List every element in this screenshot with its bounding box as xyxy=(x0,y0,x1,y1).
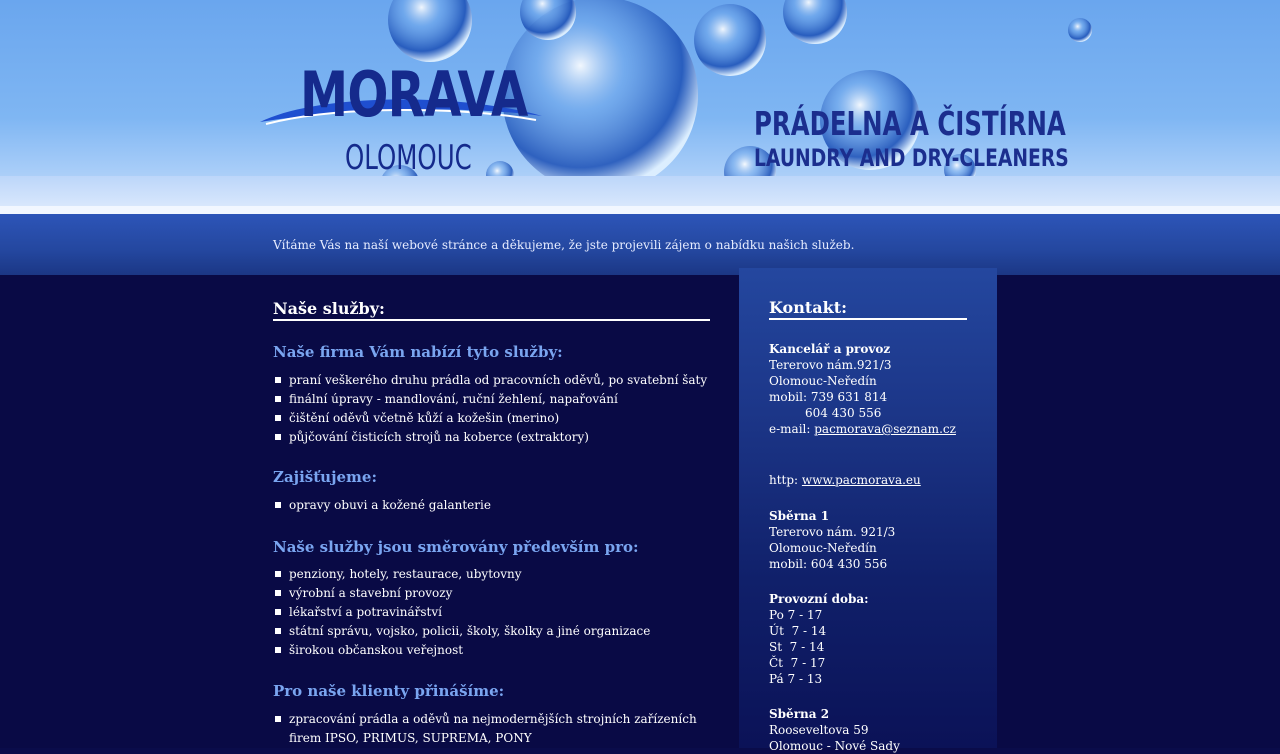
website-link[interactable]: www.pacmorava.eu xyxy=(801,473,921,487)
hours-row: Po 7 - 17 xyxy=(769,608,823,622)
office-address-line1: Tererovo nám.921/3 xyxy=(769,358,892,372)
header-stripe xyxy=(0,176,1280,206)
web-block xyxy=(769,472,989,488)
email-label: e-mail: xyxy=(769,422,815,436)
branch2-line2: Olomouc - Nové Sady xyxy=(769,739,900,753)
office-block xyxy=(769,341,989,437)
provide-list xyxy=(273,496,710,515)
hours-row: Čt 7 - 17 xyxy=(769,656,826,670)
logo-olomouc: OLOMOUC xyxy=(345,138,472,178)
branch1-line1: Tererovo nám. 921/3 xyxy=(769,525,896,539)
branch1-block xyxy=(769,508,989,572)
target-heading: Naše služby jsou směrovány především pro: xyxy=(273,538,639,556)
tagline-english: LAUNDRY AND DRY-CLEANERS xyxy=(754,144,1069,172)
target-list xyxy=(273,565,710,660)
header-divider xyxy=(0,206,1280,214)
clients-list xyxy=(273,710,710,748)
list-item: státní správu, vojsko, policii, školy, školky a jiné organizace xyxy=(273,622,710,641)
list-item: lékařství a potravinářství xyxy=(273,603,710,622)
email-link[interactable]: pacmorava@seznam.cz xyxy=(814,422,956,436)
list-item: praní veškerého druhu prádla od pracovních oděvů, po svatební šaty xyxy=(273,371,710,390)
hours-row: St 7 - 14 xyxy=(769,640,825,654)
welcome-band xyxy=(0,214,1280,275)
branch1-line2: Olomouc-Neředín xyxy=(769,541,877,555)
contact-title: Kontakt: xyxy=(769,298,967,320)
list-item: penziony, hotely, restaurace, ubytovny xyxy=(273,565,710,584)
services-title: Naše služby: xyxy=(273,299,710,321)
list-item: půjčování čisticích strojů na koberce (extraktory) xyxy=(273,428,710,447)
provide-heading: Zajišťujeme: xyxy=(273,468,377,486)
office-heading: Kancelář a provoz xyxy=(769,342,891,356)
list-item: opravy obuvi a kožené galanterie xyxy=(273,496,710,515)
services-heading: Naše firma Vám nabízí tyto služby: xyxy=(273,343,563,361)
office-mobile: mobil: 739 631 814 xyxy=(769,390,888,404)
branch1-mobile: mobil: 604 430 556 xyxy=(769,557,888,571)
branch1-heading: Sběrna 1 xyxy=(769,509,830,523)
hours-row: Pá 7 - 13 xyxy=(769,672,823,686)
branch2-line1: Rooseveltova 59 xyxy=(769,723,869,737)
hours-block xyxy=(769,591,989,687)
list-item: finální úpravy - mandlování, ruční žehlení, napařování xyxy=(273,390,710,409)
contact-panel xyxy=(739,268,997,753)
main-content xyxy=(0,275,1280,748)
clients-heading: Pro naše klienty přinášíme: xyxy=(273,682,505,700)
hours-row: Út 7 - 14 xyxy=(769,624,827,638)
web-label: http: xyxy=(769,473,802,487)
services-list xyxy=(273,371,710,447)
list-item: čištění oděvů včetně kůží a kožešin (merino) xyxy=(273,409,710,428)
site-header xyxy=(0,0,1280,214)
office-email-row xyxy=(769,421,989,437)
office-mobile-2: 604 430 556 xyxy=(805,406,882,420)
branch2-block xyxy=(769,706,989,754)
branch2-heading: Sběrna 2 xyxy=(769,707,830,721)
logo-morava: MORAVA xyxy=(300,58,528,131)
hours-heading: Provozní doba: xyxy=(769,592,869,606)
welcome-text: Vítáme Vás na naší webové stránce a děkujeme, že jste projevili zájem o nabídku našich služeb. xyxy=(273,238,855,252)
list-item: zpracování prádla a oděvů na nejmodernějších strojních zařízeních firem IPSO, PRIMUS, SUPREMA, PONY xyxy=(273,710,710,748)
tagline-czech: PRÁDELNA A ČISTÍRNA xyxy=(754,104,1066,143)
list-item: širokou občanskou veřejnost xyxy=(273,641,710,660)
office-address-line2: Olomouc-Neředín xyxy=(769,374,877,388)
list-item: výrobní a stavební provozy xyxy=(273,584,710,603)
